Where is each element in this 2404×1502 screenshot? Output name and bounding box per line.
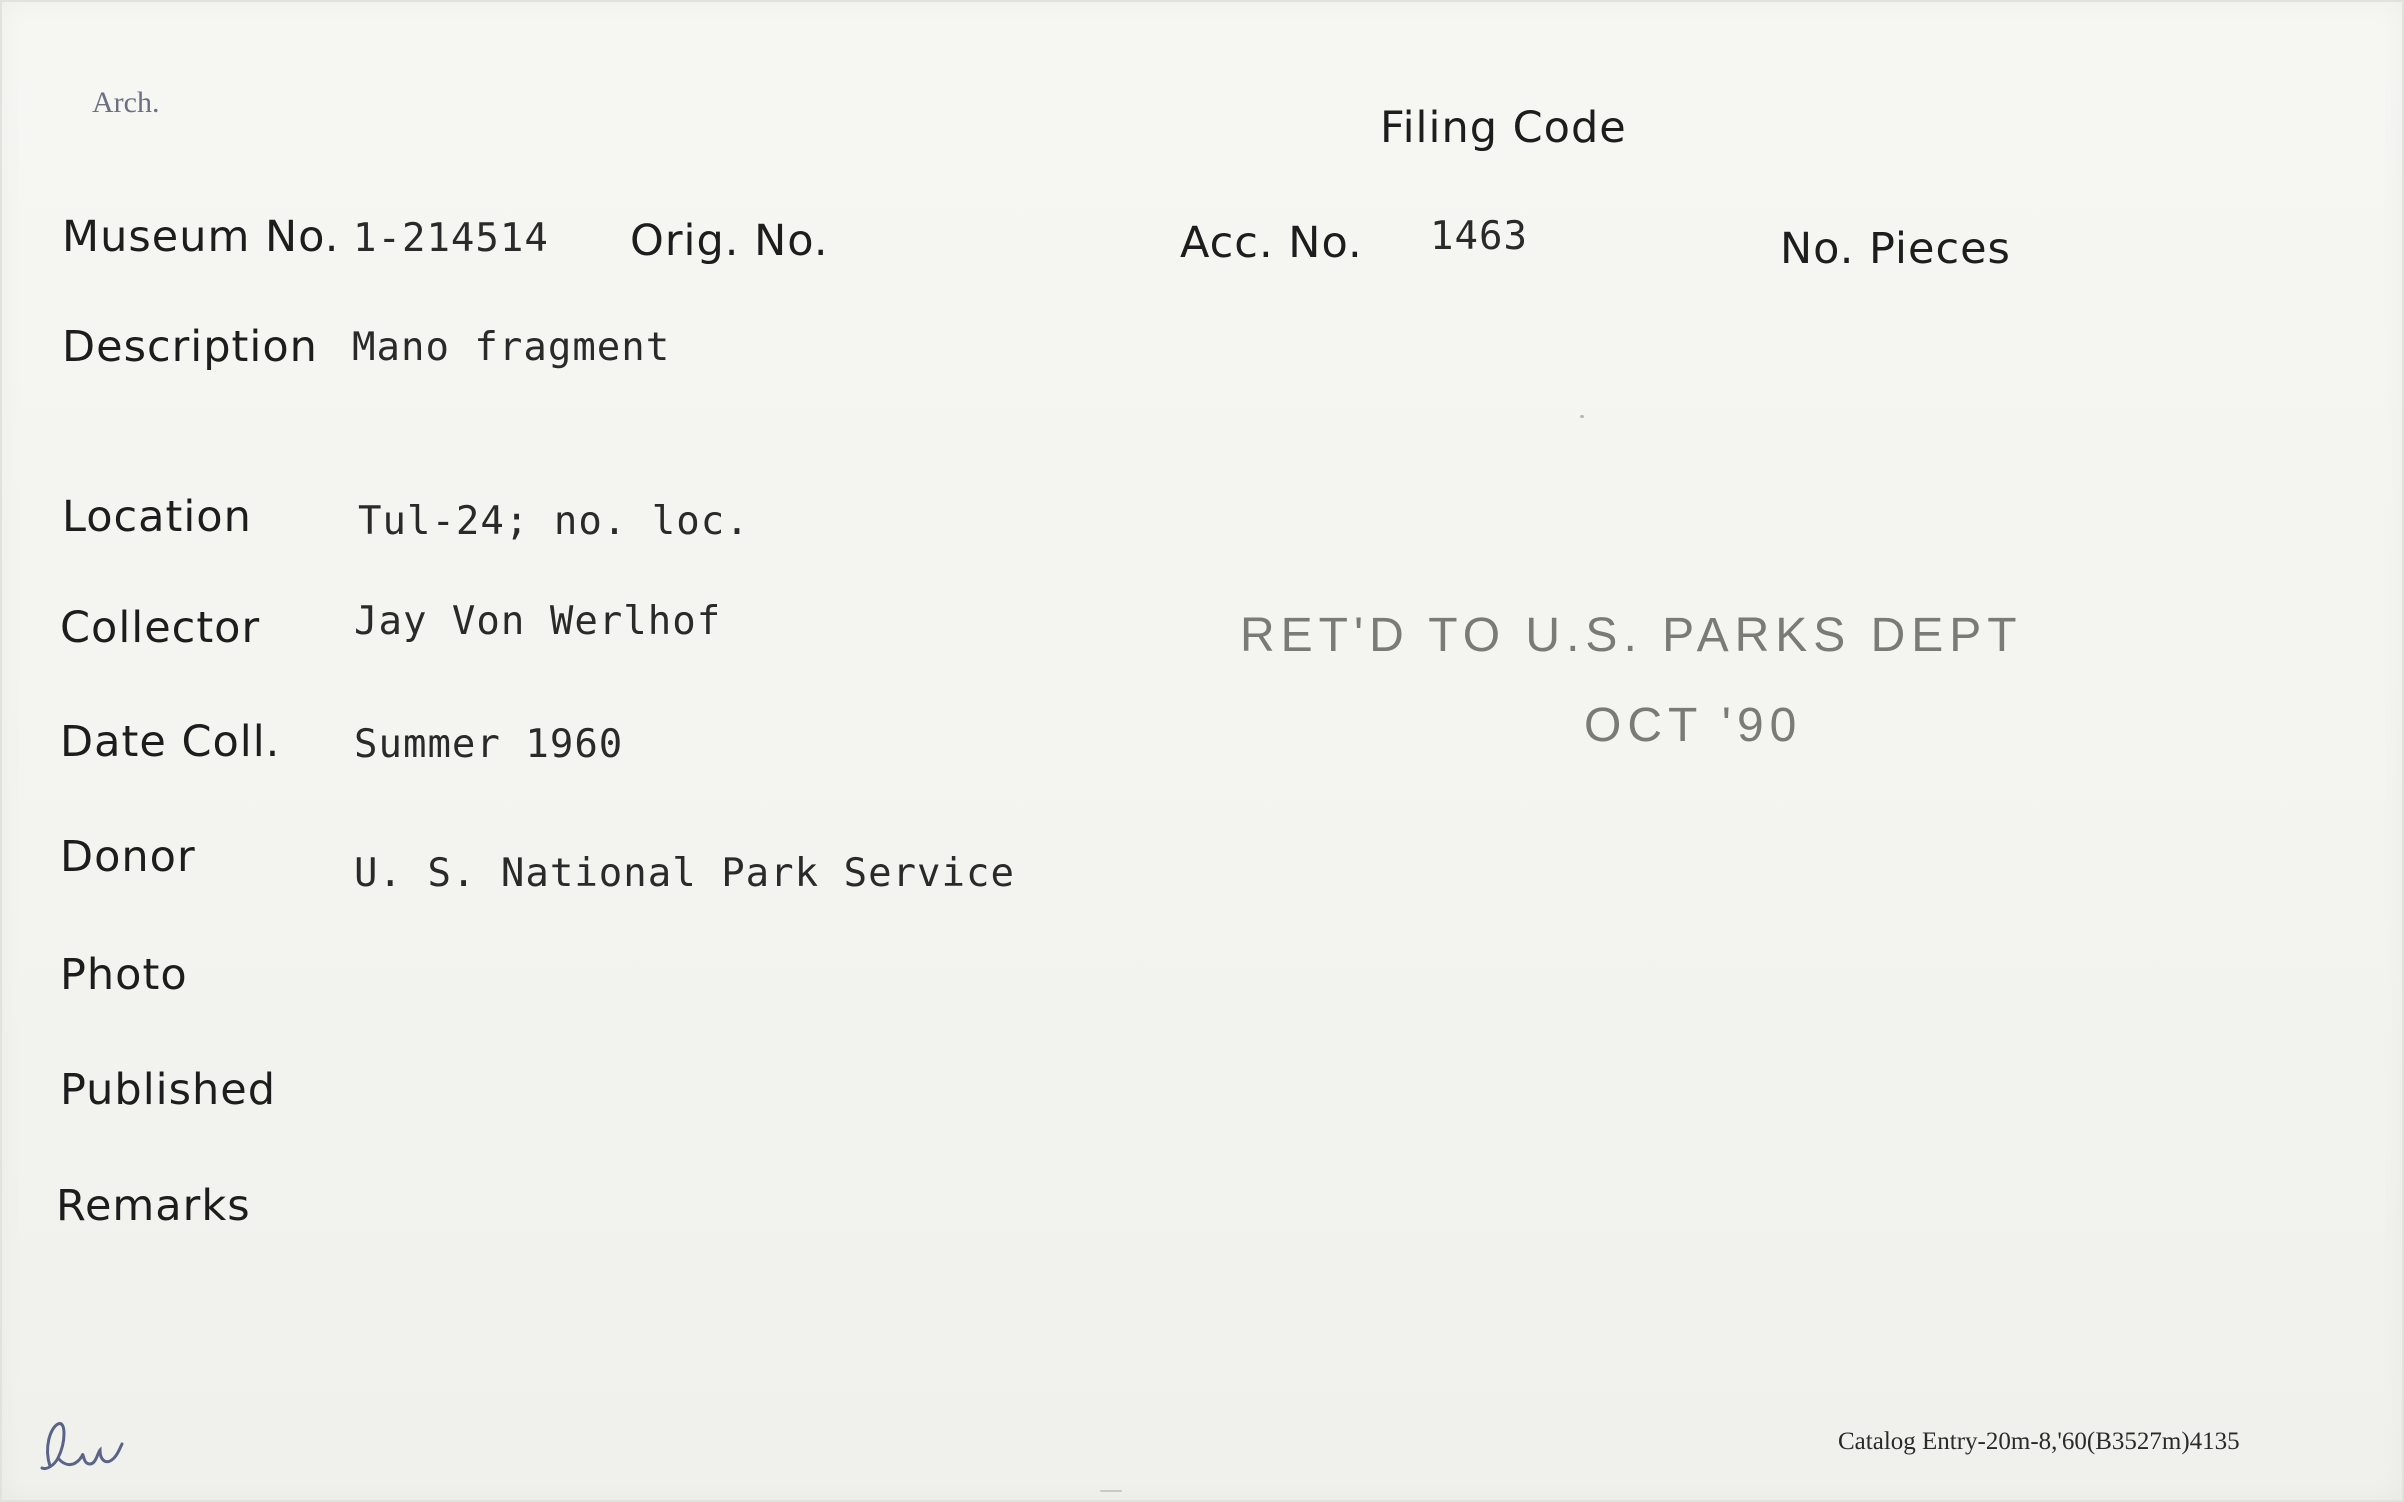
description-value: Mano fragment [352, 325, 671, 370]
filing-code-label: Filing Code [1380, 103, 1627, 153]
paper-scuff [1100, 1490, 1122, 1492]
collector-value: Jay Von Werlhof [354, 599, 722, 644]
location-value: Tul-24; no. loc. [358, 499, 750, 544]
collector-label: Collector [60, 603, 261, 653]
acc-no-label: Acc. No. [1180, 218, 1363, 268]
no-pieces-label: No. Pieces [1780, 224, 2011, 274]
date-coll-label: Date Coll. [60, 717, 281, 767]
handwritten-initials [36, 1408, 146, 1488]
photo-label: Photo [60, 950, 188, 1000]
description-label: Description [62, 322, 318, 372]
paper-speck [1580, 415, 1584, 418]
museum-no-label: Museum No. [62, 212, 340, 262]
acc-no-value: 1463 [1430, 214, 1528, 259]
orig-no-label: Orig. No. [630, 216, 829, 266]
return-stamp-date: OCT '90 [1584, 699, 1803, 752]
donor-label: Donor [60, 832, 196, 882]
arch-tag: Arch. [92, 86, 160, 119]
location-label: Location [62, 492, 252, 542]
published-label: Published [60, 1065, 277, 1115]
catalog-entry-printline: Catalog Entry-20m-8,'60(B3527m)4135 [1838, 1428, 2240, 1455]
museum-no-value: 1-214514 [353, 216, 549, 261]
date-coll-value: Summer 1960 [354, 722, 624, 767]
donor-value: U. S. National Park Service [354, 851, 1015, 896]
remarks-label: Remarks [56, 1181, 251, 1231]
return-stamp-line1: RET'D TO U.S. PARKS DEPT [1240, 609, 2023, 662]
